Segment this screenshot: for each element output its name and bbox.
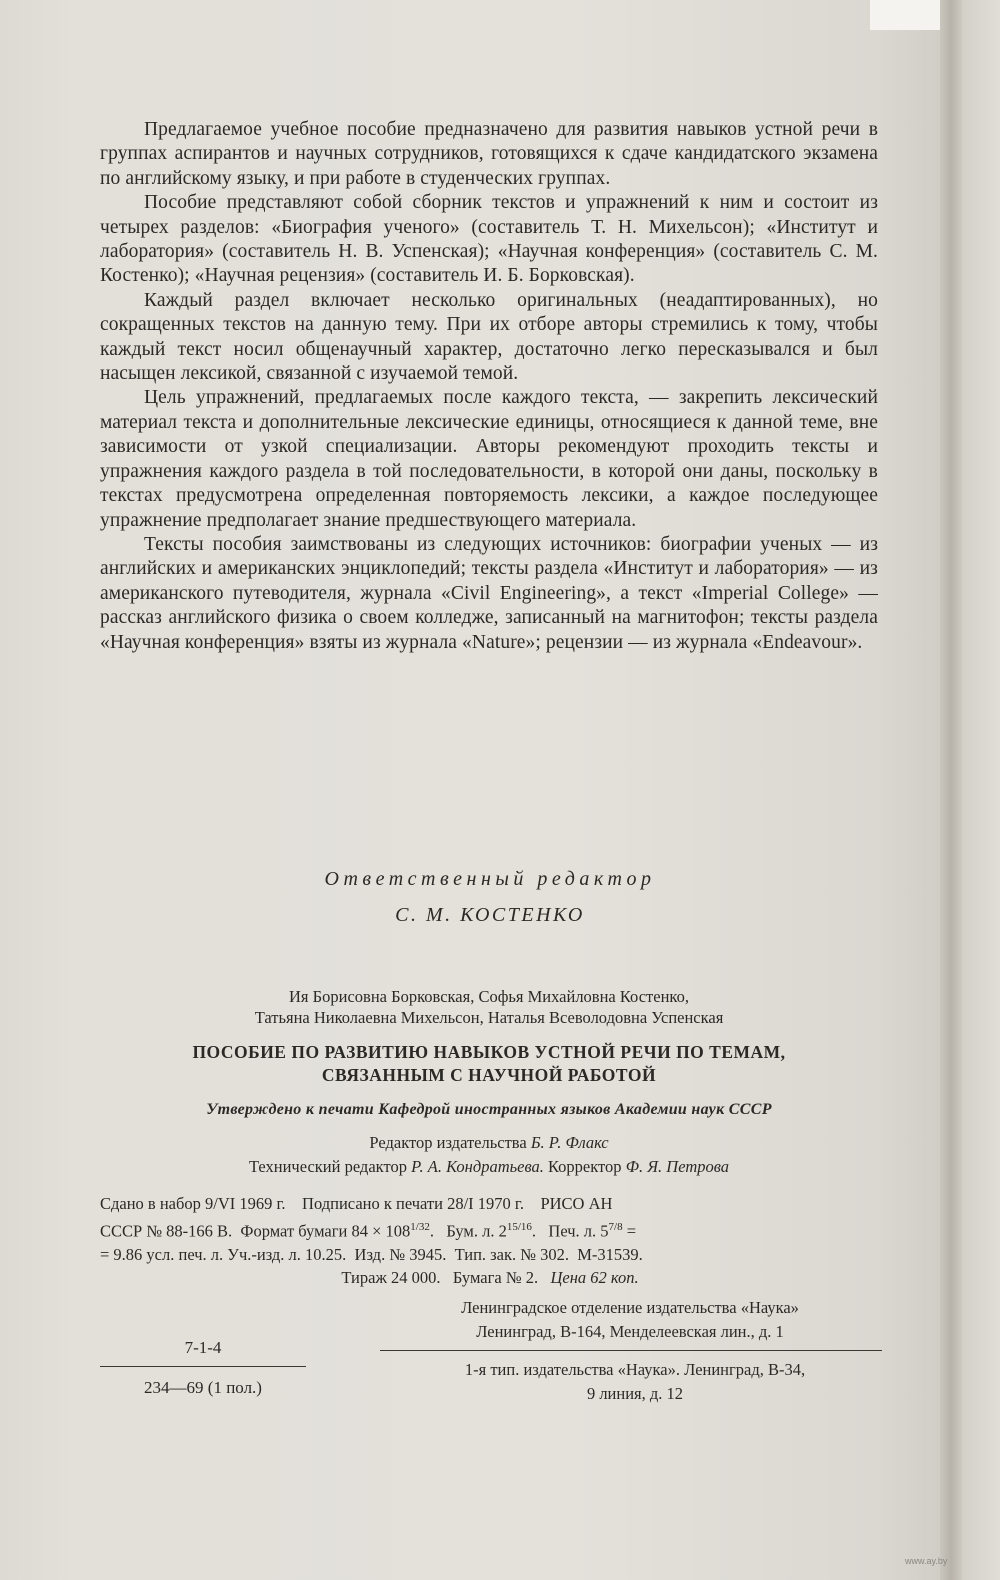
printer-line-2: 9 линия, д. 12 <box>586 1384 684 1403</box>
book-gutter <box>940 0 962 1580</box>
catalog-code-top: 7-1-4 <box>184 1338 222 1357</box>
preface-paragraph-2: Пособие представляют собой сборник текстов и упражнений к ним и состоит из четырех разделов: «Биография ученого» (составитель Т. Н. Михельсон); «Институт и лаборатория» (составитель Н. В. Успенская); «Научная конференция» (составитель С. М. Костенко); «Научная рецензия» (составитель И. Б. Борковская). <box>100 192 878 287</box>
imprint-print-sheets: . Печ. л. 5 <box>531 1221 609 1240</box>
imprint-block <box>100 1192 880 1290</box>
imprint-fraction-2: 15/16 <box>506 1220 532 1233</box>
imprint-line-1: Сдано в набор 9/VI 1969 г. Подписано к печати 28/I 1970 г. РИСО АН <box>100 1194 613 1213</box>
corrector-label: Корректор <box>548 1157 622 1176</box>
catalog-code-bottom: 234—69 (1 пол.) <box>144 1378 262 1397</box>
printer-address <box>380 1358 890 1406</box>
publisher-line-1: Ленинградское отделение издательства «Наука» <box>461 1298 799 1317</box>
divider-rule-left <box>100 1366 306 1367</box>
preface-paragraph-5: Тексты пособия заимствованы из следующих источников: биографии ученых — из английских и американских энциклопедий; тексты раздела «Институт и лаборатория» — из американского путеводителя, журнала «Civil Engineering», а текст «Imperial College» — рассказ английского физика о своем колледже, записанный на магнитофон; тексты раздела «Научная конференция» взяты из журнала «Nature»; рецензии — из журнала «Endeavour». <box>100 533 878 653</box>
authors-line-1: Ия Борисовна Борковская, Софья Михайловна Костенко, <box>289 987 689 1006</box>
site-watermark: www.ay.by <box>905 1556 948 1566</box>
imprint-equals: = <box>622 1221 637 1240</box>
book-title <box>100 1041 878 1087</box>
approval-note: Утверждено к печати Кафедрой иностранных языков Академии наук СССР <box>206 1101 772 1118</box>
imprint-format: СССР № 88-166 В. Формат бумаги 84 × 108 <box>100 1221 411 1240</box>
next-page-edge <box>962 0 1000 1580</box>
page-corner <box>870 0 950 30</box>
divider-rule-right <box>380 1350 882 1351</box>
imprint-circulation: Тираж 24 000. Бумага № 2. <box>341 1268 539 1287</box>
printer-line-1: 1-я тип. издательства «Наука». Ленинград, В-34, <box>464 1360 806 1379</box>
imprint-paper-sheets: . Бум. л. 2 <box>429 1221 507 1240</box>
preface-text <box>100 118 878 655</box>
corrector-name: Ф. Я. Петрова <box>625 1157 730 1176</box>
responsible-editor-label: Ответственный редактор <box>324 868 656 890</box>
book-title-line-2: СВЯЗАННЫМ С НАУЧНОЙ РАБОТОЙ <box>321 1065 657 1085</box>
authors-line-2: Татьяна Николаевна Михельсон, Наталья Всеволодовна Успенская <box>254 1008 724 1027</box>
preface-paragraph-1: Предлагаемое учебное пособие предназначено для развития навыков устной речи в группах аспирантов и научных сотрудников, готовящихся к сдаче кандидатского экзамена по английскому языку, и при работе в студенческих группах. <box>100 119 878 189</box>
imprint-fraction-1: 1/32 <box>410 1220 430 1233</box>
imprint-line-2 <box>100 1216 880 1243</box>
imprint-fraction-3: 7/8 <box>608 1220 623 1233</box>
authors-block <box>100 986 878 1028</box>
publisher-editor-line <box>100 1131 878 1155</box>
imprint-line-4 <box>100 1266 880 1290</box>
preface-paragraph-4: Цель упражнений, предлагаемых после каждого текста, — закрепить лексический материал текста и дополнительные лексические единицы, относящиеся к данной теме, вне зависимости от узкой специализации. Авторы рекомендуют проходить тексты и упражнения каждого раздела в той последовательности, в которой они даны, поскольку в текстах предусмотрена определенная повторяемость лексики, а каждое последующее упражнение предполагает знание предшествующего материала. <box>100 387 878 531</box>
imprint-line-3: = 9.86 усл. печ. л. Уч.-изд. л. 10.25. Изд. № 3945. Тип. зак. № 302. М-31539. <box>100 1244 643 1264</box>
publisher-line-2: Ленинград, В-164, Менделеевская лин., д. 1 <box>476 1322 784 1341</box>
tech-editor-label: Технический редактор <box>248 1157 407 1176</box>
publisher-address <box>380 1296 880 1344</box>
preface-paragraph-3: Каждый раздел включает несколько оригинальных (неадаптированных), но сокращенных текстов на данную тему. При их отборе авторы стремились к тому, чтобы каждый текст носил общенаучный характер, достаточно легко пересказывался и был насыщен лексикой, связанной с изучаемой темой. <box>100 289 878 385</box>
responsible-editor-name: С. М. КОСТЕНКО <box>395 904 585 926</box>
publisher-editor-name: Б. Р. Флакс <box>530 1133 609 1152</box>
tech-corrector-line <box>100 1155 878 1179</box>
staff-credits <box>100 1131 878 1179</box>
publisher-editor-label: Редактор издательства <box>369 1133 527 1152</box>
tech-editor-name: Р. А. Кондратьева. <box>411 1157 544 1176</box>
book-title-line-1: ПОСОБИЕ ПО РАЗВИТИЮ НАВЫКОВ УСТНОЙ РЕЧИ ПО ТЕМАМ, <box>192 1042 786 1062</box>
imprint-price: Цена 62 коп. <box>550 1268 639 1287</box>
